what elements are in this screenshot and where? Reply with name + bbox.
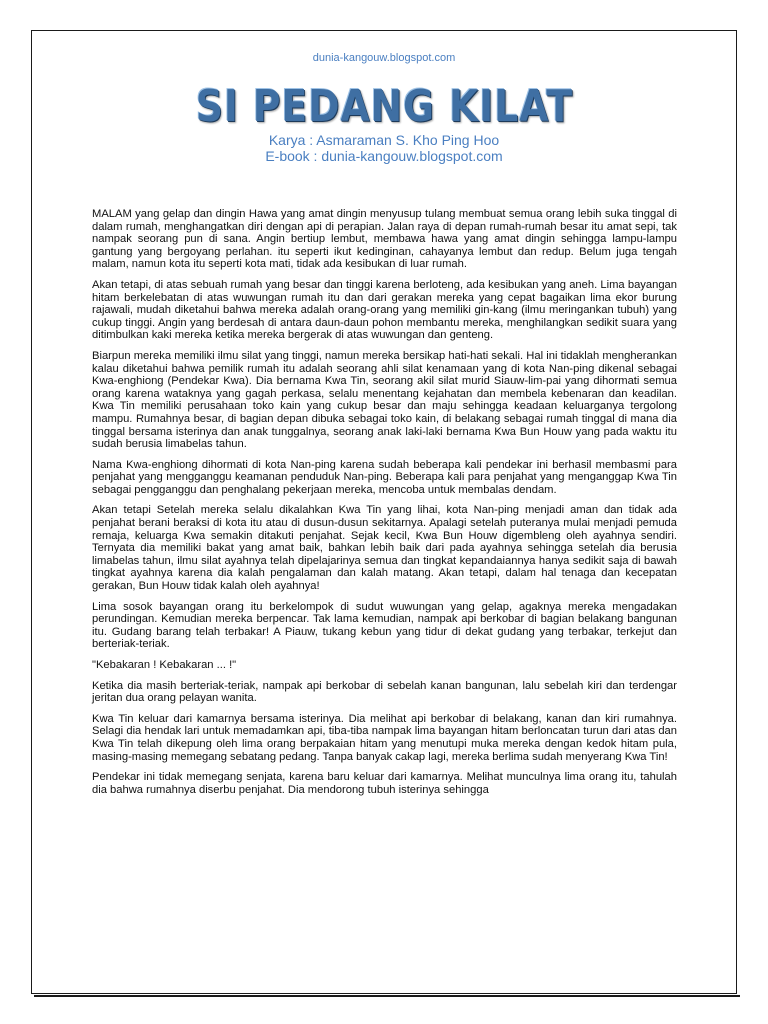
paragraph: Akan tetapi, di atas sebuah rumah yang besar dan tinggi karena berloteng, ada kesibukan yang aneh. Lima bayangan hitam berkelebatan di atas wuwungan rumah itu dan dari gerakan mereka yang cepat bagaikan lima ekor burung rajawali, mudah diketahui bahwa mereka adalah orang-orang yang memiliki gin-kang (ilmu meringankan tubuh) yang cukup tinggi. Angin yang berdesah di antara daun-daun pohon membantu mereka, menghilangkan sedikit suara yang ditimbulkan kaki mereka ketika mereka bergerak di atas wuwungan dan genteng.: [92, 278, 677, 342]
author-line: Karya : Asmaraman S. Kho Ping Hoo: [268, 132, 500, 148]
paragraph: MALAM yang gelap dan dingin Hawa yang amat dingin menyusup tulang membuat semua orang lebih suka tinggal di dalam rumah, menghangatkan diri dengan api di perapian. Jalan raya di depan rumah-rumah besar itu amat sepi, tak nampak seorang pun di sana. Angin bertiup lembut, membawa hawa yang amat dingin sehingga lampu-lampu gantung yang bergoyang perlahan. itu seperti ikut kedinginan, cahayanya lembut dan redup. Belum juga tengah malam, namun kota itu seperti kota mati, tidak ada kesibukan di luar rumah.: [92, 208, 677, 271]
paragraph: "Kebakaran ! Kebakaran ... !": [92, 659, 237, 671]
ebook-line: E-book : dunia-kangouw.blogspot.com: [265, 148, 503, 164]
paragraph: Nama Kwa-enghiong dihormati di kota Nan-ping karena sudah beberapa kali pendekar ini berhasil membasmi para penjahat yang mengganggu keamanan penduduk Nan-ping. Beberapa kali para penjahat yang menganggap Kwa Tin sebagai pengganggu dan penghalang pekerjaan mereka, mencoba untuk membalas dendam.: [92, 458, 677, 496]
site-url-header: dunia-kangouw.blogspot.com: [312, 52, 456, 64]
paragraph: Lima sosok bayangan orang itu berkelompok di sudut wuwungan yang gelap, agaknya mereka mengadakan perundingan. Kemudian mereka berpencar. Tak lama kemudian, nampak api berkobar di bagian belakang bangunan itu. Gudang barang telah terbakar! A Piauw, tukang kebun yang tidur di dekat gudang yang terbakar, terkejut dan berteriak-teriak.: [92, 600, 677, 651]
title-block: [0, 82, 768, 164]
paragraph: Pendekar ini tidak memegang senjata, karena baru keluar dari kamarnya. Melihat munculnya lima orang itu, tahulah dia bahwa rumahnya diserbu penjahat. Dia mendorong tubuh isterinya sehingga: [92, 771, 677, 796]
paragraph: Akan tetapi Setelah mereka selalu dikalahkan Kwa Tin yang lihai, kota Nan-ping menjadi aman dan tidak ada penjahat berani beraksi di kota itu atau di dusun-dusun sekitarnya. Apalagi setelah puteranya mulai menjadi pemuda remaja, keluarga Kwa semakin ditakuti penjahat. Sejak kecil, Kwa Bun Houw digembleng oleh ayahnya sendiri. Ternyata dia memiliki bakat yang amat baik, bahkan lebih baik dari pada ayahnya sehingga setelah dia berusia limabelas tahun, ilmu silat ayahnya telah dipelajarinya semua dan tingkat kepandaiannya hanya sedikit saja di bawah tingkat ayahnya karena dia kalah pengalaman dan kalah matang. Akan tetapi, dalam hal tenaga dan kecepatan gerakan, Bun Houw tidak kalah oleh ayahnya!: [92, 504, 677, 593]
paragraph: Biarpun mereka memiliki ilmu silat yang tinggi, namun mereka bersikap hati-hati sekali. Hal ini tidaklah mengherankan kalau diketahui bahwa pemilik rumah itu adalah seorang ahli silat kenamaan yang di kota Nan-ping dikenal sebagai Kwa-enghiong (Pendekar Kwa). Dia bernama Kwa Tin, seorang akil silat murid Siauw-lim-pai yang dihormati semua orang karena wataknya yang gagah perkasa, selalu menentang kejahatan dan membela kebenaran dan keadilan. Kwa Tin memiliki perusahaan toko kain yang cukup besar dan maju sehingga keadaan keluarganya tergolong mampu. Rumahnya besar, di bagian depan dibuka sebagai toko kain, di belakang sebagai rumah tinggal di mana dia tinggal bersama isterinya dan anak tunggalnya, seorang anak laki-laki bernama Kwa Bun Houw yang pada waktu itu sudah berusia limabelas tahun.: [92, 349, 677, 451]
paragraph: Kwa Tin keluar dari kamarnya bersama isterinya. Dia melihat api berkobar di belakang, kanan dan kiri rumahnya. Selagi dia hendak lari untuk memadamkan api, tiba-tiba nampak lima bayangan hitam berloncatan turun dari atas dan Kwa Tin telah dikepung oleh lima orang berpakaian hitam yang menutupi muka mereka dengan kedok hitam pula, masing-masing memegang sebatang pedang. Tanpa banyak cakap lagi, mereka berlima sudah menyerang Kwa Tin!: [92, 712, 677, 763]
story-body: [92, 208, 677, 804]
paragraph: Ketika dia masih berteriak-teriak, nampak api berkobar di sebelah kanan bangunan, lalu sebelah kiri dan terdengar jeritan dua orang pelayan wanita.: [92, 679, 677, 705]
book-title: SI PEDANG KILAT: [195, 81, 573, 132]
